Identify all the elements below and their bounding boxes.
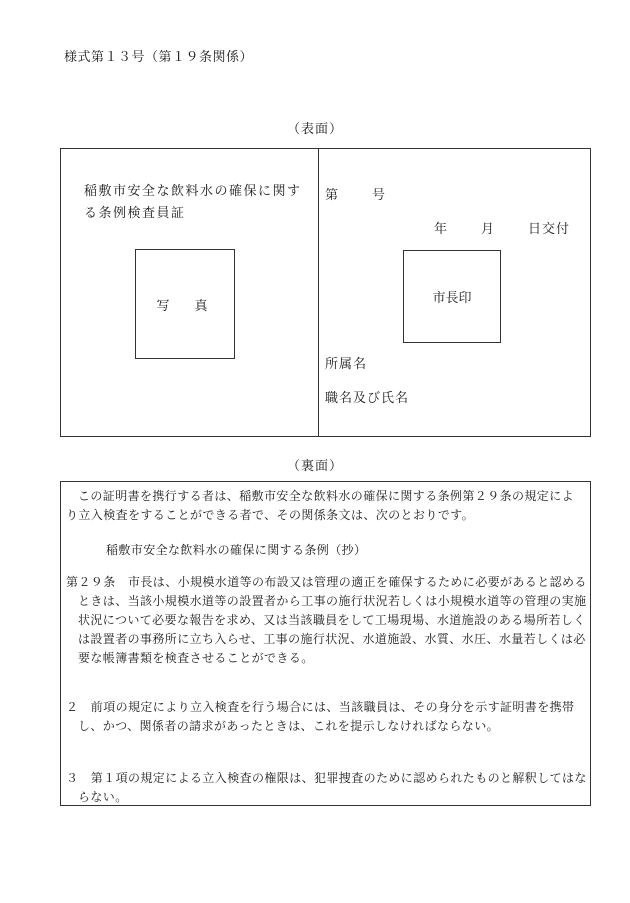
card-title: 稲敷市安全な飲料水の確保に関する条例検査員証 xyxy=(84,184,302,221)
photo-label: 写 真 xyxy=(156,298,214,314)
issue-date-month: 月 xyxy=(481,222,496,237)
back-side-label: （裏面） xyxy=(286,459,343,474)
issue-date-day: 日交付 xyxy=(528,222,571,237)
photo-placeholder xyxy=(135,249,235,359)
affiliation-label: 所属名 xyxy=(325,357,368,372)
mayor-seal-box xyxy=(403,250,501,343)
position-name-label: 職名及び氏名 xyxy=(325,391,410,406)
front-side-label: （表面） xyxy=(286,122,343,137)
certificate-number-suffix: 号 xyxy=(372,188,387,203)
card-divider xyxy=(318,148,319,437)
intro-text: この証明書を携行する者は、稲敷市安全な飲料水の確保に関する条例第２９条の規定により立入検査をすることができる者で、その関係条文は、次のとおりです。 xyxy=(66,489,575,522)
seal-label: 市長印 xyxy=(432,291,472,306)
article-paragraph-2: ２ 前項の規定により立入検査を行う場合には、当該職員は、その身分を示す証明書を携帯し、かつ、関係者の請求があったときは、これを提示しなければならない。 xyxy=(66,700,575,733)
article-paragraph-3: ３ 第１項の規定による立入検査の権限は、犯罪捜査のために認められたものと解釈してはならない。 xyxy=(66,771,587,804)
certificate-number-prefix: 第 xyxy=(325,188,340,203)
issue-date-year: 年 xyxy=(434,222,449,237)
form-number: 様式第１３号（第１９条関係） xyxy=(64,50,254,65)
article-29: 第２９条 市長は、小規模水道等の布設又は管理の適正を確保するために必要があると認めるときは、当該小規模水道等の設置者から工事の施行状況若しくは小規模水道等の管理の実施状況について必要な報告を求め、又は当該職員をして工場現場、水道施設のある場所若しくは設置者の事務所に立ち入らせ、工事の施行状況、水道施設、水質、水圧、水量若しくは必要な帳簿書類を検査させることができる。 xyxy=(66,575,587,665)
ordinance-title: 稲敷市安全な飲料水の確保に関する条例（抄） xyxy=(106,543,367,557)
